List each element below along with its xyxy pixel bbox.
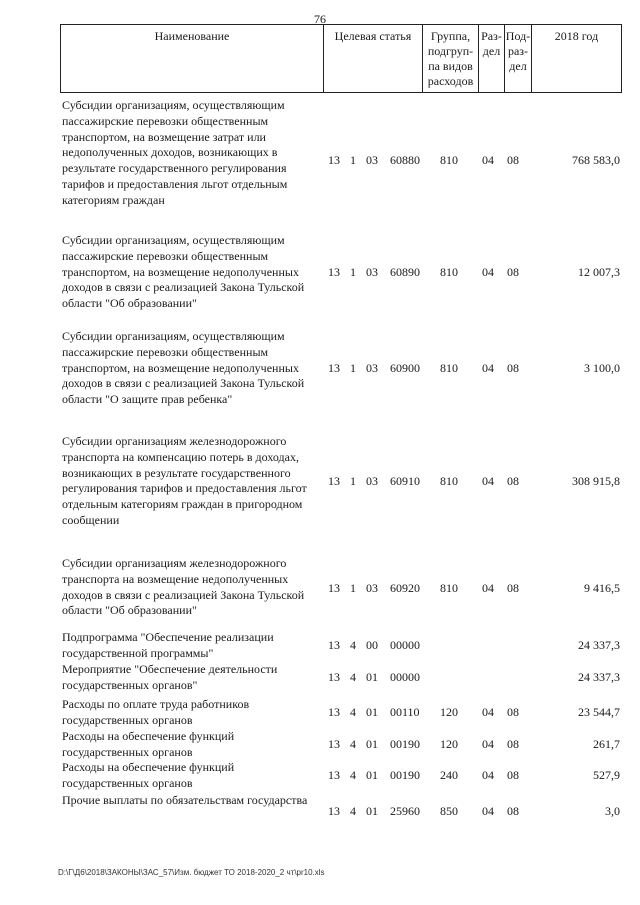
code-event: 01 (366, 737, 378, 751)
code-event: 01 (366, 670, 378, 684)
code-program: 13 (328, 804, 340, 818)
amount: 3 100,0 (584, 361, 620, 375)
expense-group: 810 (440, 361, 458, 375)
code-direction: 60880 (390, 153, 420, 167)
row-name: Мероприятие "Обеспечение деятельности государственных органов" (62, 662, 278, 692)
code-event: 03 (366, 581, 378, 595)
podrazdel: 08 (507, 265, 519, 279)
code-event: 03 (366, 361, 378, 375)
row-name: Субсидии организациям, осуществляющим пассажирские перевозки общественным транспортом, на возмещение затрат или недополученных доходов, возникающих в результате государственного регулирования тарифов и предоставления льгот отдельным категориям граждан (62, 98, 288, 207)
code-event: 00 (366, 638, 378, 652)
amount: 3,0 (605, 804, 620, 818)
code-program: 13 (328, 737, 340, 751)
row-name: Субсидии организациям, осуществляющим пассажирские перевозки общественным транспортом, на возмещение недополученных доходов в связи с реализацией Закона Тульской области "Об образовании" (62, 233, 305, 311)
code-program: 13 (328, 705, 340, 719)
file-path-footer: D:\Г\Д6\2018\ЗАКОНЫ\ЗАС_57\Изм. бюджет ТО 2018-2020_2 чт\pr10.xls (58, 868, 325, 877)
code-subprogram: 4 (350, 638, 356, 652)
amount: 24 337,3 (578, 670, 620, 684)
expense-group: 120 (440, 705, 458, 719)
code-event: 01 (366, 705, 378, 719)
amount: 23 544,7 (578, 705, 620, 719)
code-subprogram: 1 (350, 581, 356, 595)
code-subprogram: 1 (350, 361, 356, 375)
razdel: 04 (482, 153, 494, 167)
amount: 24 337,3 (578, 638, 620, 652)
code-direction: 00000 (390, 638, 420, 652)
code-direction: 60890 (390, 265, 420, 279)
row-name: Подпрограмма "Обеспечение реализации государственной программы" (62, 630, 274, 660)
expense-group: 810 (440, 581, 458, 595)
code-event: 01 (366, 804, 378, 818)
podrazdel: 08 (507, 804, 519, 818)
code-subprogram: 4 (350, 768, 356, 782)
code-direction: 00190 (390, 768, 420, 782)
expense-group: 120 (440, 737, 458, 751)
code-direction: 00110 (390, 705, 420, 719)
header-expense-group: Группа, подгруп- па видов расходов (422, 25, 478, 92)
row-name: Прочие выплаты по обязательствам государства (62, 793, 308, 807)
code-subprogram: 4 (350, 737, 356, 751)
razdel: 04 (482, 361, 494, 375)
razdel: 04 (482, 768, 494, 782)
podrazdel: 08 (507, 705, 519, 719)
amount: 12 007,3 (578, 265, 620, 279)
amount: 9 416,5 (584, 581, 620, 595)
code-program: 13 (328, 581, 340, 595)
podrazdel: 08 (507, 474, 519, 488)
code-subprogram: 1 (350, 474, 356, 488)
row-name: Субсидии организациям железнодорожного транспорта на компенсацию потерь в доходах, возникающих в результате государственного регулирования тарифов и предоставления льгот отдельным категориям граждан в пригородном сообщении (62, 434, 307, 527)
expense-group: 240 (440, 768, 458, 782)
podrazdel: 08 (507, 768, 519, 782)
code-program: 13 (328, 670, 340, 684)
podrazdel: 08 (507, 153, 519, 167)
code-direction: 60920 (390, 581, 420, 595)
amount: 527,9 (593, 768, 620, 782)
code-direction: 25960 (390, 804, 420, 818)
code-event: 01 (366, 768, 378, 782)
podrazdel: 08 (507, 581, 519, 595)
amount: 768 583,0 (572, 153, 620, 167)
header-name: Наименование (154, 29, 230, 43)
header-year: 2018 год (531, 25, 621, 92)
row-name: Расходы на обеспечение функций государственных органов (62, 729, 235, 759)
header-target-article: Целевая статья (323, 25, 422, 92)
razdel: 04 (482, 581, 494, 595)
row-name: Субсидии организациям железнодорожного транспорта на возмещение недополученных доходов в связи с реализацией Закона Тульской области "Об образовании" (62, 556, 305, 618)
code-program: 13 (328, 474, 340, 488)
amount: 308 915,8 (572, 474, 620, 488)
code-direction: 60910 (390, 474, 420, 488)
code-program: 13 (328, 265, 340, 279)
expense-group: 850 (440, 804, 458, 818)
row-name: Субсидии организациям, осуществляющим пассажирские перевозки общественным транспортом, на возмещение недополученных доходов в связи с реализацией Закона Тульской области "О защите прав ребенка" (62, 329, 305, 407)
row-name: Расходы на обеспечение функций государственных органов (62, 760, 235, 790)
code-subprogram: 4 (350, 705, 356, 719)
code-direction: 00190 (390, 737, 420, 751)
expense-group: 810 (440, 153, 458, 167)
code-event: 03 (366, 474, 378, 488)
code-subprogram: 4 (350, 670, 356, 684)
header-razdel: Раз- дел (478, 25, 504, 92)
razdel: 04 (482, 474, 494, 488)
header-podrazdel: Под- раз- дел (504, 25, 531, 92)
code-program: 13 (328, 638, 340, 652)
podrazdel: 08 (507, 737, 519, 751)
razdel: 04 (482, 705, 494, 719)
expense-group: 810 (440, 474, 458, 488)
expense-group: 810 (440, 265, 458, 279)
razdel: 04 (482, 737, 494, 751)
code-program: 13 (328, 361, 340, 375)
code-event: 03 (366, 265, 378, 279)
code-event: 03 (366, 153, 378, 167)
code-subprogram: 4 (350, 804, 356, 818)
row-name: Расходы по оплате труда работников государственных органов (62, 697, 250, 727)
podrazdel: 08 (507, 361, 519, 375)
amount: 261,7 (593, 737, 620, 751)
code-subprogram: 1 (350, 153, 356, 167)
page-number: 76 (314, 12, 326, 26)
razdel: 04 (482, 804, 494, 818)
razdel: 04 (482, 265, 494, 279)
code-subprogram: 1 (350, 265, 356, 279)
code-direction: 00000 (390, 670, 420, 684)
code-program: 13 (328, 153, 340, 167)
code-direction: 60900 (390, 361, 420, 375)
code-program: 13 (328, 768, 340, 782)
